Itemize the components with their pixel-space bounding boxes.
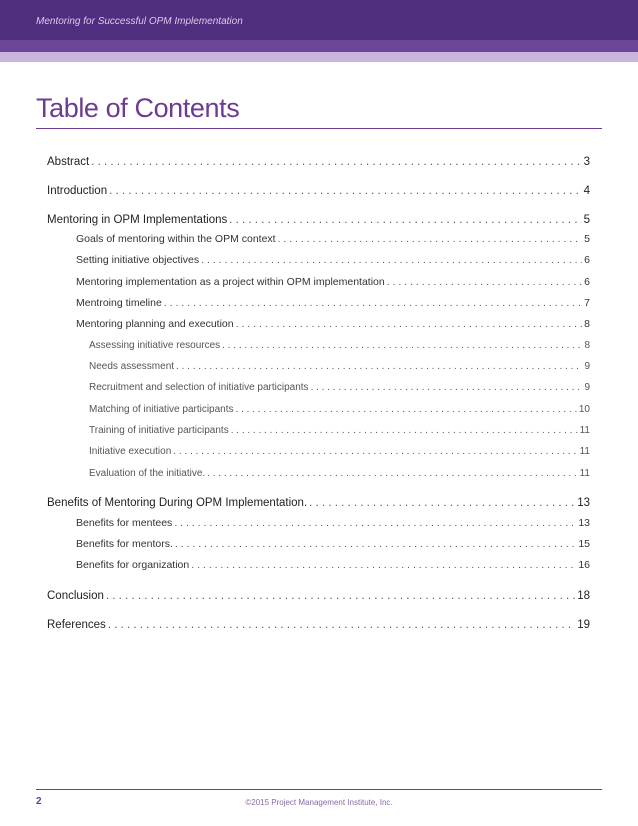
toc-page: 4	[583, 185, 590, 197]
toc-entry-abstract[interactable]	[47, 155, 590, 169]
toc-page: 11	[579, 446, 590, 457]
toc-entry-goals[interactable]	[76, 232, 590, 246]
toc-page: 13	[578, 517, 590, 529]
toc-page: 15	[578, 538, 590, 550]
toc-page: 9	[584, 361, 590, 372]
toc-page: 5	[583, 214, 590, 226]
toc-entry-introduction[interactable]	[47, 184, 590, 198]
toc-page: 11	[579, 468, 590, 479]
leader-dots	[164, 296, 582, 310]
leader-dots	[174, 516, 576, 530]
leader-dots	[309, 496, 575, 510]
leader-dots	[278, 232, 583, 246]
toc-label: Benefits for organization	[76, 559, 190, 571]
leader-dots	[236, 317, 583, 331]
leader-dots	[236, 403, 577, 417]
page-title: Table of Contents	[36, 93, 240, 123]
toc-label: Benefits for mentees	[76, 517, 173, 529]
toc-entry-references[interactable]	[47, 618, 590, 632]
toc-label: Mentoring in OPM Implementations	[47, 214, 228, 226]
toc-label: Benefits for mentors.	[76, 538, 173, 550]
toc-entry-training[interactable]	[89, 424, 590, 438]
toc-label: Assessing initiative resources	[89, 340, 221, 351]
toc-entry-evaluation[interactable]	[89, 467, 590, 481]
toc-entry-benefits-mentors[interactable]	[76, 537, 590, 551]
toc-label: Introduction	[47, 185, 108, 197]
leader-dots	[91, 155, 581, 169]
leader-dots	[222, 339, 582, 353]
leader-dots	[387, 275, 582, 289]
toc-page: 3	[583, 156, 590, 168]
toc-page: 13	[577, 497, 590, 509]
toc-label: Mentoring planning and execution	[76, 318, 234, 330]
leader-dots	[201, 253, 582, 267]
toc-label: Goals of mentoring within the OPM context	[76, 233, 276, 245]
leader-dots	[108, 618, 575, 632]
toc-label: Recruitment and selection of initiative participants	[89, 382, 309, 393]
toc-label: Initiative execution	[89, 446, 172, 457]
toc-label: Conclusion	[47, 590, 104, 602]
toc-page: 8	[584, 318, 590, 330]
leader-dots	[311, 381, 583, 395]
toc-label: Matching of initiative participants	[89, 404, 234, 415]
copyright-notice: ©2015 Project Management Institute, Inc.	[245, 798, 393, 807]
header-band-light	[0, 52, 638, 62]
leader-dots	[229, 213, 581, 227]
header-band-mid	[0, 40, 638, 52]
toc-page: 11	[579, 425, 590, 436]
toc-entry-mentoring-in-opm[interactable]	[47, 213, 590, 227]
leader-dots	[231, 424, 578, 438]
toc-entry-matching[interactable]	[89, 403, 590, 417]
toc-entry-implementation-project[interactable]	[76, 275, 590, 289]
toc-page: 8	[584, 340, 590, 351]
toc-page: 9	[584, 382, 590, 393]
toc-label: Evaluation of the initiative.	[89, 468, 206, 479]
toc-label: Benefits of Mentoring During OPM Implementation.	[47, 497, 308, 509]
toc-label: Mentoring implementation as a project within OPM implementation	[76, 276, 385, 288]
toc-page: 18	[577, 590, 590, 602]
toc-entry-initiative-execution[interactable]	[89, 445, 590, 459]
toc-label: Needs assessment	[89, 361, 175, 372]
toc-entry-timeline[interactable]	[76, 296, 590, 310]
leader-dots	[191, 558, 576, 572]
page-number: 2	[36, 796, 42, 807]
toc-page: 16	[578, 559, 590, 571]
toc-entry-benefits[interactable]	[47, 496, 590, 510]
toc-label: Abstract	[47, 156, 90, 168]
toc-page: 19	[577, 619, 590, 631]
toc-entry-recruitment[interactable]	[89, 381, 590, 395]
toc-page: 6	[584, 276, 590, 288]
toc-page: 6	[584, 254, 590, 266]
toc-page: 10	[578, 404, 590, 415]
toc-page: 7	[584, 297, 590, 309]
toc-label: Setting initiative objectives	[76, 254, 200, 266]
toc-entry-objectives[interactable]	[76, 253, 590, 267]
toc-entry-assessing-resources[interactable]	[89, 339, 590, 353]
toc-label: References	[47, 619, 106, 631]
toc-entry-needs-assessment[interactable]	[89, 360, 590, 374]
leader-dots	[109, 184, 581, 198]
toc-entry-planning-execution[interactable]	[76, 317, 590, 331]
toc-entry-conclusion[interactable]	[47, 589, 590, 603]
toc-entry-benefits-mentees[interactable]	[76, 516, 590, 530]
running-title: Mentoring for Successful OPM Implementation	[36, 16, 243, 27]
toc-label: Training of initiative participants	[89, 425, 229, 436]
leader-dots	[207, 467, 577, 481]
leader-dots	[175, 537, 576, 551]
leader-dots	[176, 360, 582, 374]
leader-dots	[173, 445, 577, 459]
leader-dots	[106, 589, 575, 603]
footer-divider	[36, 789, 602, 790]
toc-entry-benefits-organization[interactable]	[76, 558, 590, 572]
title-divider	[36, 128, 602, 129]
toc-label: Mentroing timeline	[76, 297, 162, 309]
toc-page: 5	[584, 233, 590, 245]
